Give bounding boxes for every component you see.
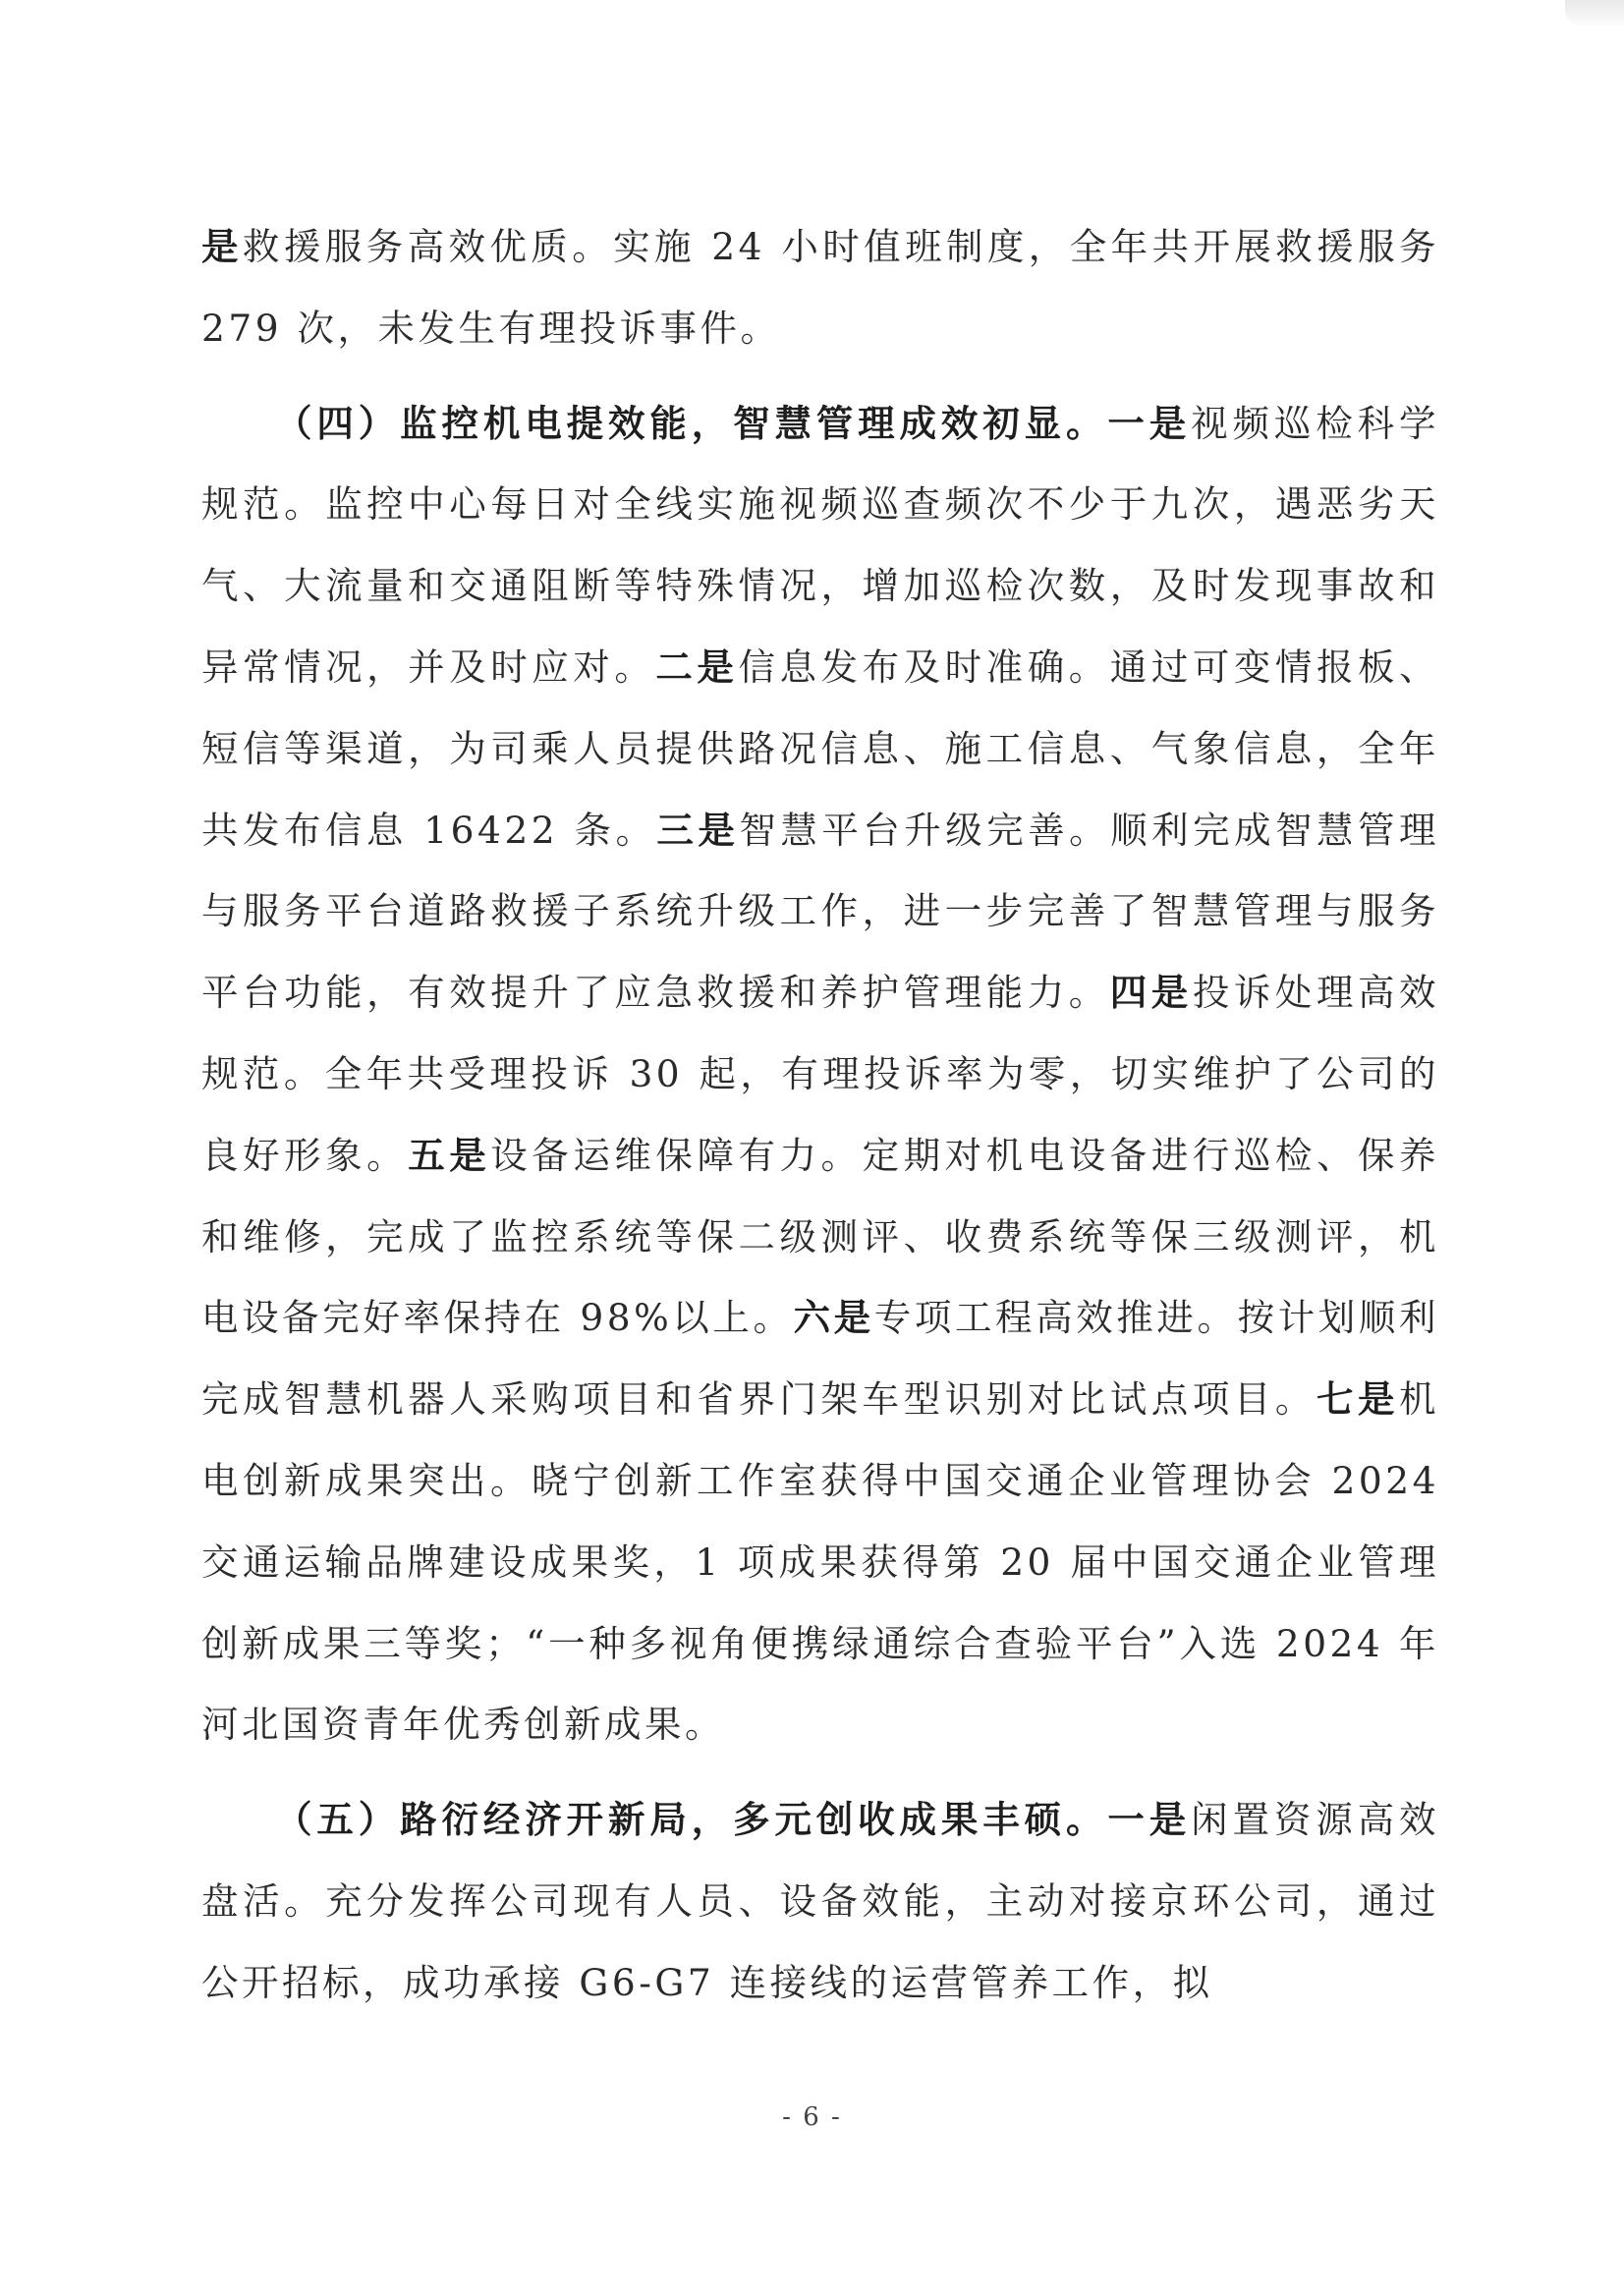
text-run: 设备运维保障有力。定期对机电设备进行巡检、保养和维修，完成了监控系统等保二级测评、收费系统等保三级测评，机电设备完好率保持在 98%以上。 (201, 1133, 1440, 1340)
page-number: - 6 - (782, 2102, 842, 2132)
bold-run: 五是 (408, 1133, 491, 1177)
bold-run: 二是 (655, 644, 739, 689)
text-run: 机电创新成果突出。晓宁创新工作室获得中国交通企业管理协会 2024 交通运输品牌建设成果奖，1 项成果获得第 20 届中国交通企业管理创新成果三等奖；“一种多视角便携绿通综合查验平台”入选 2024 年河北国资青年优秀创新成果。 (201, 1377, 1440, 1747)
bold-run: 七是 (1316, 1377, 1400, 1422)
bold-run: 是 (201, 225, 243, 268)
bold-run: 四是 (1109, 971, 1193, 1015)
text-run: 视频巡检科学规范。监控中心每日对全线实施视频巡查频次不少于九次，遇恶劣天气、大流量和交通阻断等特殊情况，增加巡检次数，及时发现事故和异常情况，并及时应对。 (201, 401, 1440, 689)
bold-run: （五）路衍经济开新局，多元创收成果丰硕。 (275, 1798, 1108, 1842)
text-run: 智慧平台升级完善。顺利完成智慧管理与服务平台道路救援子系统升级工作，进一步完善了智慧管理与服务平台功能，有效提升了应急救援和养护管理能力。 (201, 808, 1439, 1015)
bold-run: 三是 (656, 808, 740, 852)
text-run: 信息发布及时准确。通过可变情报板、短信等渠道，为司乘人员提供路况信息、施工信息、气象信息，全年共发布信息 16422 条。 (201, 644, 1440, 852)
text-run: 投诉处理高效规范。全年共受理投诉 30 起，有理投诉率为零，切实维护了公司的良好形象。 (201, 971, 1440, 1177)
bold-run: 一是 (1107, 1798, 1192, 1842)
document-body (201, 206, 1439, 2024)
text-run: 救援服务高效优质。实施 24 小时值班制度，全年共开展救援服务 279 次，未发生有理投诉事件。 (201, 225, 1440, 350)
text-run: 专项工程高效推进。按计划顺利完成智慧机器人采购项目和省界门架车型识别对比试点项目。 (201, 1296, 1439, 1422)
paragraph-p3 (201, 1779, 1439, 2023)
bold-run: （四）监控机电提效能，智慧管理成效初显。 (275, 401, 1108, 445)
paragraph-p1 (201, 206, 1439, 369)
scan-corner-shadow (1565, 0, 1624, 28)
text-run: 闲置资源高效盘活。充分发挥公司现有人员、设备效能，主动对接京环公司，通过公开招标，成功承接 G6-G7 连接线的运营管养工作，拟 (201, 1798, 1440, 2004)
bold-run: 一是 (1107, 401, 1192, 445)
bold-run: 六是 (793, 1296, 874, 1340)
paragraph-p2 (201, 383, 1439, 1766)
